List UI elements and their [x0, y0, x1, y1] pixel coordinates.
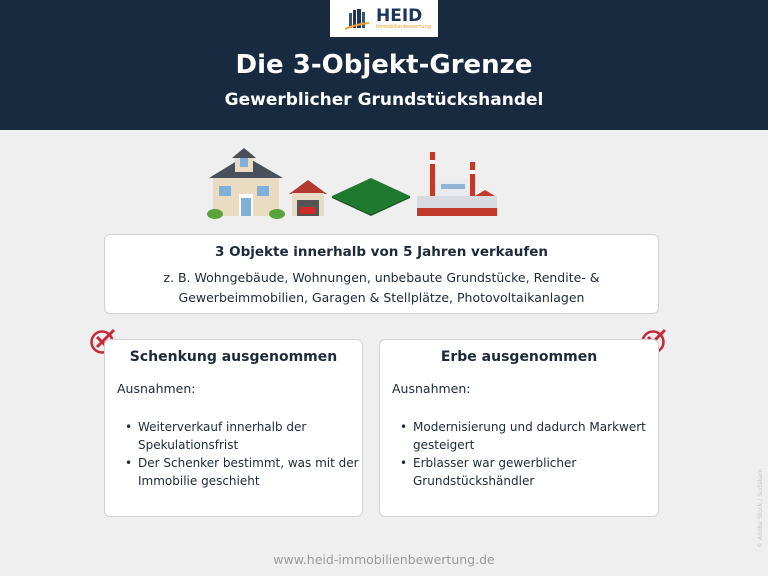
inheritance-exception-card	[379, 339, 659, 517]
list-item: • Modernisierung und dadurch Markwert gesteigert	[400, 418, 658, 454]
exception-list	[125, 418, 362, 490]
exception-list	[400, 418, 658, 490]
page-title: Die 3-Objekt-Grenze	[235, 50, 533, 80]
card-title: Erbe ausgenommen	[440, 349, 598, 365]
examples-line-2: Gewerbeimmobilien, Garagen & Stellplätze, Photovoltaikanlagen	[178, 290, 585, 305]
card-label: Ausnahmen:	[392, 381, 471, 396]
garage-icon	[289, 180, 327, 216]
list-item: • Erblasser war gewerblicher Grundstückshändler	[400, 454, 658, 490]
card-title: Schenkung ausgenommen	[129, 349, 338, 365]
card-label: Ausnahmen:	[117, 381, 196, 396]
list-item: • Der Schenker bestimmt, was mit der Immobilie geschieht	[125, 454, 362, 490]
factory-icon	[417, 152, 497, 216]
logo-subtitle: Immobilienbewertung	[376, 23, 431, 30]
property-illustrations	[205, 148, 500, 220]
house-icon	[207, 148, 285, 219]
logo-name: HEID	[376, 5, 423, 26]
page-subtitle: Gewerblicher Grundstückshandel	[224, 90, 544, 110]
header	[0, 0, 768, 130]
examples-line-1: z. B. Wohngebäude, Wohnungen, unbebaute Grundstücke, Rendite- &	[163, 270, 600, 285]
building-logo-icon	[344, 6, 370, 32]
list-item: • Weiterverkauf innerhalb der Spekulationsfrist	[125, 418, 362, 454]
logo[interactable]	[330, 0, 438, 37]
main-rule-card	[104, 234, 659, 314]
gift-exception-card	[104, 339, 363, 517]
land-plot-icon	[332, 178, 410, 216]
image-credit: © Adobe Stock / Sudakarn	[757, 468, 764, 548]
footer-url[interactable]: www.heid-immobilienbewertung.de	[273, 552, 495, 567]
main-rule-title: 3 Objekte innerhalb von 5 Jahren verkaufen	[215, 244, 548, 260]
main-rule-examples	[105, 268, 658, 308]
